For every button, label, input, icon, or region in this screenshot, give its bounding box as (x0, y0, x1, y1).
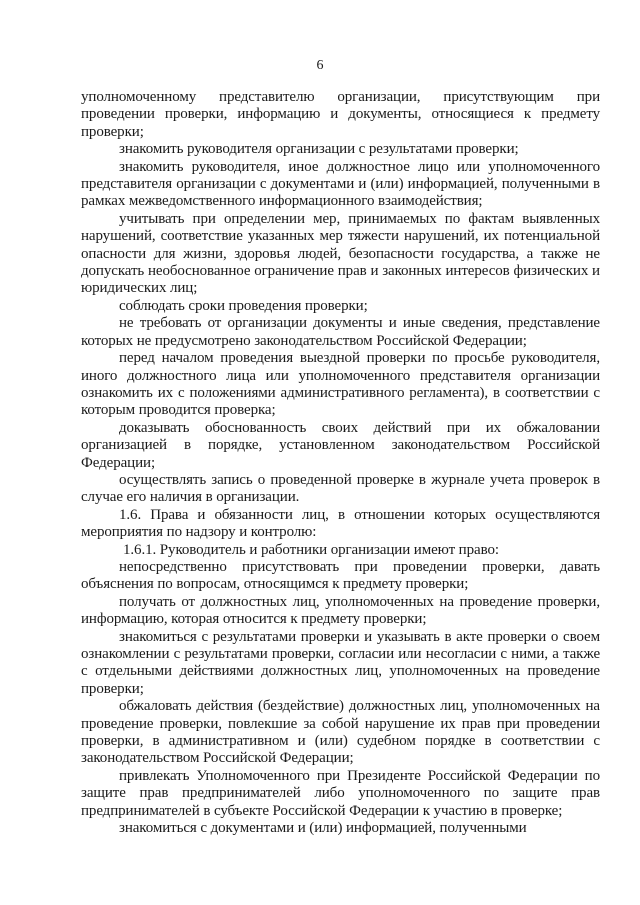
subsection-1-6-1-heading: 1.6.1. Руководитель и работники организации имеют право: (123, 541, 499, 558)
paragraph-3: знакомить руководителя, иное должностное лицо или уполномоченного представителя организации с документами и (или) информацией, полученными в рамках межведомственного информационного взаимодействия; (81, 158, 600, 210)
paragraph-5: соблюдать сроки проведения проверки; (119, 297, 368, 314)
paragraph-2: знакомить руководителя организации с результатами проверки; (119, 141, 519, 158)
document-body (81, 89, 600, 837)
page-number: 6 (316, 58, 324, 73)
paragraph-9: осуществлять запись о проведенной проверке в журнале учета проверок в случае его наличия в организации. (81, 471, 600, 506)
paragraph-13: получать от должностных лиц, уполномоченных на проведение проверки, информацию, которая относится к предмету проверки; (81, 593, 600, 628)
paragraph-12: непосредственно присутствовать при проведении проверки, давать объяснения по вопросам, относящимся к предмету проверки; (81, 558, 600, 593)
paragraph-7: перед началом проведения выездной проверки по просьбе руководителя, иного должностного лица или уполномоченного представителя организации ознакомить их с положениями административного регламента), в соответствии с которым проводится проверка; (81, 350, 600, 419)
paragraph-17: знакомиться с документами и (или) информацией, полученными (119, 820, 527, 837)
paragraph-14: знакомиться с результатами проверки и указывать в акте проверки о своем ознакомлении с результатами проверки, согласии или несогласии с ними, а также с отдельными действиями должностных лиц, уполномоченных на проведение проверки; (81, 628, 600, 697)
paragraph-15: обжаловать действия (бездействие) должностных лиц, уполномоченных на проведение проверки, повлекшие за собой нарушение их прав при проведении проверки, в административном и (или) судебном порядке в соответствии с законодательством Российской Федерации; (81, 698, 600, 767)
paragraph-4: учитывать при определении мер, принимаемых по фактам выявленных нарушений, соответствие указанных мер тяжести нарушений, их потенциальной опасности для жизни, здоровья людей, безопасности государства, а также не допускать необоснованное ограничение прав и законных интересов физических и юридических лиц; (81, 210, 600, 297)
section-1-6-heading: 1.6. Права и обязанности лиц, в отношении которых осуществляются мероприятия по надзору и контролю: (81, 506, 600, 541)
paragraph-8: доказывать обоснованность своих действий при их обжаловании организацией в порядке, установленном законодательством Российской Федерации; (81, 419, 600, 471)
paragraph-6: не требовать от организации документы и иные сведения, представление которых не предусмотрено законодательством Российской Федерации; (81, 315, 600, 349)
paragraph-16: привлекать Уполномоченного при Президенте Российской Федерации по защите прав предпринимателей либо уполномоченного по защите прав предпринимателей в субъекте Российской Федерации к участию в проверке; (81, 767, 600, 819)
paragraph-1: уполномоченному представителю организации, присутствующим при проведении проверки, информацию и документы, относящиеся к предмету проверки; (81, 89, 600, 140)
